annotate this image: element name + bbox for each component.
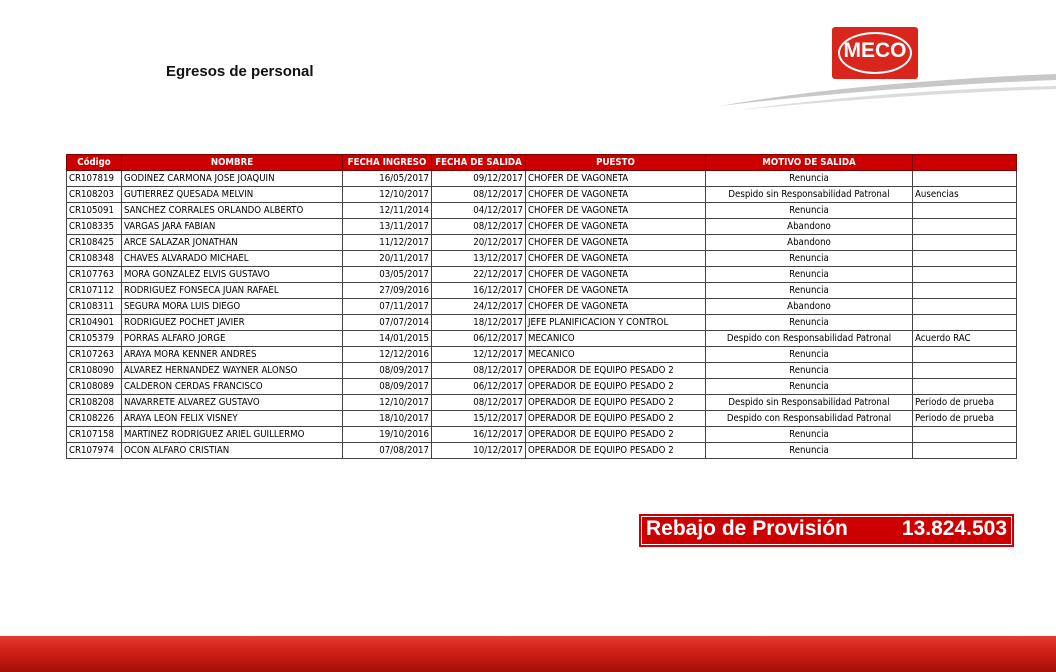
cell-motivo-salida: Renuncia bbox=[706, 379, 913, 395]
cell-codigo: CR108226 bbox=[67, 411, 122, 427]
cell-fecha-salida: 08/12/2017 bbox=[432, 363, 526, 379]
cell-codigo: CR107974 bbox=[67, 443, 122, 459]
cell-nombre: SANCHEZ CORRALES ORLANDO ALBERTO bbox=[122, 203, 343, 219]
cell-codigo: CR105379 bbox=[67, 331, 122, 347]
cell-motivo-salida: Abandono bbox=[706, 219, 913, 235]
cell-fecha-ingreso: 07/07/2014 bbox=[343, 315, 432, 331]
cell-fecha-ingreso: 18/10/2017 bbox=[343, 411, 432, 427]
cell-puesto: CHOFER DE VAGONETA bbox=[526, 283, 706, 299]
cell-nombre: SEGURA MORA LUIS DIEGO bbox=[122, 299, 343, 315]
cell-codigo: CR108208 bbox=[67, 395, 122, 411]
table-row bbox=[67, 411, 1017, 427]
cell-puesto: CHOFER DE VAGONETA bbox=[526, 203, 706, 219]
cell-puesto: MECANICO bbox=[526, 347, 706, 363]
cell-detalle bbox=[913, 299, 1017, 315]
cell-nombre: ARAYA LEON FELIX VISNEY bbox=[122, 411, 343, 427]
cell-motivo-salida: Renuncia bbox=[706, 363, 913, 379]
exits-table bbox=[66, 154, 1017, 459]
table-row bbox=[67, 283, 1017, 299]
table-row bbox=[67, 187, 1017, 203]
table-row bbox=[67, 331, 1017, 347]
cell-detalle bbox=[913, 379, 1017, 395]
cell-fecha-salida: 08/12/2017 bbox=[432, 395, 526, 411]
cell-fecha-ingreso: 07/11/2017 bbox=[343, 299, 432, 315]
cell-nombre: ARCE SALAZAR JONATHAN bbox=[122, 235, 343, 251]
cell-nombre: NAVARRETE ALVAREZ GUSTAVO bbox=[122, 395, 343, 411]
cell-detalle bbox=[913, 347, 1017, 363]
column-header-detalle bbox=[913, 155, 1017, 171]
cell-fecha-salida: 13/12/2017 bbox=[432, 251, 526, 267]
cell-puesto: CHOFER DE VAGONETA bbox=[526, 299, 706, 315]
provision-value: 13.824.503 bbox=[901, 517, 1007, 540]
cell-fecha-salida: 08/12/2017 bbox=[432, 219, 526, 235]
cell-fecha-ingreso: 14/01/2015 bbox=[343, 331, 432, 347]
cell-nombre: ALVAREZ HERNANDEZ WAYNER ALONSO bbox=[122, 363, 343, 379]
cell-detalle bbox=[913, 283, 1017, 299]
cell-fecha-ingreso: 12/10/2017 bbox=[343, 187, 432, 203]
cell-fecha-ingreso: 13/11/2017 bbox=[343, 219, 432, 235]
cell-fecha-ingreso: 12/11/2014 bbox=[343, 203, 432, 219]
cell-detalle bbox=[913, 427, 1017, 443]
logo-text: MECO bbox=[843, 39, 907, 62]
cell-codigo: CR108203 bbox=[67, 187, 122, 203]
cell-motivo-salida: Renuncia bbox=[706, 315, 913, 331]
page-title: Egresos de personal bbox=[166, 63, 314, 80]
table-row bbox=[67, 379, 1017, 395]
cell-codigo: CR107112 bbox=[67, 283, 122, 299]
cell-fecha-salida: 10/12/2017 bbox=[432, 443, 526, 459]
table-row bbox=[67, 299, 1017, 315]
cell-nombre: OCON ALFARO CRISTIAN bbox=[122, 443, 343, 459]
provision-label: Rebajo de Provisión bbox=[646, 517, 848, 540]
cell-puesto: CHOFER DE VAGONETA bbox=[526, 187, 706, 203]
cell-codigo: CR107763 bbox=[67, 267, 122, 283]
cell-nombre: GODINEZ CARMONA JOSE JOAQUIN bbox=[122, 171, 343, 187]
cell-nombre: VARGAS JARA FABIAN bbox=[122, 219, 343, 235]
cell-codigo: CR107263 bbox=[67, 347, 122, 363]
table-row bbox=[67, 267, 1017, 283]
footer-bar bbox=[0, 636, 1056, 672]
cell-codigo: CR108335 bbox=[67, 219, 122, 235]
cell-puesto: OPERADOR DE EQUIPO PESADO 2 bbox=[526, 379, 706, 395]
cell-fecha-ingreso: 12/10/2017 bbox=[343, 395, 432, 411]
cell-detalle bbox=[913, 315, 1017, 331]
cell-detalle: Periodo de prueba bbox=[913, 411, 1017, 427]
cell-codigo: CR108425 bbox=[67, 235, 122, 251]
cell-nombre: MARTINEZ RODRIGUEZ ARIEL GUILLERMO bbox=[122, 427, 343, 443]
cell-detalle: Periodo de prueba bbox=[913, 395, 1017, 411]
cell-puesto: CHOFER DE VAGONETA bbox=[526, 171, 706, 187]
cell-fecha-salida: 22/12/2017 bbox=[432, 267, 526, 283]
cell-detalle bbox=[913, 219, 1017, 235]
cell-motivo-salida: Renuncia bbox=[706, 427, 913, 443]
table-row bbox=[67, 363, 1017, 379]
cell-fecha-salida: 04/12/2017 bbox=[432, 203, 526, 219]
cell-motivo-salida: Abandono bbox=[706, 299, 913, 315]
cell-motivo-salida: Renuncia bbox=[706, 443, 913, 459]
cell-codigo: CR108090 bbox=[67, 363, 122, 379]
cell-fecha-ingreso: 12/12/2016 bbox=[343, 347, 432, 363]
cell-codigo: CR108348 bbox=[67, 251, 122, 267]
cell-nombre: RODRIGUEZ POCHET JAVIER bbox=[122, 315, 343, 331]
cell-detalle bbox=[913, 171, 1017, 187]
cell-fecha-salida: 06/12/2017 bbox=[432, 331, 526, 347]
cell-fecha-ingreso: 11/12/2017 bbox=[343, 235, 432, 251]
cell-detalle bbox=[913, 363, 1017, 379]
column-header-codigo: Código bbox=[67, 155, 122, 171]
cell-detalle bbox=[913, 443, 1017, 459]
cell-puesto: MECANICO bbox=[526, 331, 706, 347]
cell-fecha-ingreso: 08/09/2017 bbox=[343, 363, 432, 379]
cell-fecha-ingreso: 27/09/2016 bbox=[343, 283, 432, 299]
cell-codigo: CR107819 bbox=[67, 171, 122, 187]
cell-motivo-salida: Despido con Responsabilidad Patronal bbox=[706, 331, 913, 347]
cell-codigo: CR107158 bbox=[67, 427, 122, 443]
cell-motivo-salida: Renuncia bbox=[706, 203, 913, 219]
cell-fecha-salida: 16/12/2017 bbox=[432, 283, 526, 299]
cell-motivo-salida: Renuncia bbox=[706, 267, 913, 283]
column-header-motivo-salida: MOTIVO DE SALIDA bbox=[706, 155, 913, 171]
column-header-fecha-salida: FECHA DE SALIDA bbox=[432, 155, 526, 171]
cell-puesto: CHOFER DE VAGONETA bbox=[526, 251, 706, 267]
cell-detalle: Acuerdo RAC bbox=[913, 331, 1017, 347]
column-header-nombre: NOMBRE bbox=[122, 155, 343, 171]
cell-fecha-ingreso: 19/10/2016 bbox=[343, 427, 432, 443]
table-row bbox=[67, 203, 1017, 219]
cell-codigo: CR108311 bbox=[67, 299, 122, 315]
cell-fecha-ingreso: 03/05/2017 bbox=[343, 267, 432, 283]
cell-fecha-ingreso: 07/08/2017 bbox=[343, 443, 432, 459]
cell-puesto: OPERADOR DE EQUIPO PESADO 2 bbox=[526, 427, 706, 443]
cell-detalle bbox=[913, 251, 1017, 267]
cell-puesto: CHOFER DE VAGONETA bbox=[526, 235, 706, 251]
cell-puesto: OPERADOR DE EQUIPO PESADO 2 bbox=[526, 443, 706, 459]
table-row bbox=[67, 395, 1017, 411]
cell-nombre: RODRIGUEZ FONSECA JUAN RAFAEL bbox=[122, 283, 343, 299]
cell-nombre: CHAVES ALVARADO MICHAEL bbox=[122, 251, 343, 267]
cell-nombre: MORA GONZALEZ ELVIS GUSTAVO bbox=[122, 267, 343, 283]
table-header-row bbox=[67, 155, 1017, 171]
cell-fecha-salida: 16/12/2017 bbox=[432, 427, 526, 443]
table-row bbox=[67, 443, 1017, 459]
cell-detalle: Ausencias bbox=[913, 187, 1017, 203]
cell-puesto: OPERADOR DE EQUIPO PESADO 2 bbox=[526, 395, 706, 411]
cell-motivo-salida: Despido sin Responsabilidad Patronal bbox=[706, 395, 913, 411]
cell-fecha-salida: 08/12/2017 bbox=[432, 187, 526, 203]
table-row bbox=[67, 251, 1017, 267]
cell-nombre: ARAYA MORA KENNER ANDRES bbox=[122, 347, 343, 363]
cell-codigo: CR108089 bbox=[67, 379, 122, 395]
column-header-fecha-ingreso: FECHA INGRESO bbox=[343, 155, 432, 171]
cell-codigo: CR104901 bbox=[67, 315, 122, 331]
cell-fecha-ingreso: 20/11/2017 bbox=[343, 251, 432, 267]
cell-motivo-salida: Renuncia bbox=[706, 251, 913, 267]
table-row bbox=[67, 171, 1017, 187]
cell-nombre: PORRAS ALFARO JORGE bbox=[122, 331, 343, 347]
cell-puesto: OPERADOR DE EQUIPO PESADO 2 bbox=[526, 411, 706, 427]
cell-motivo-salida: Despido sin Responsabilidad Patronal bbox=[706, 187, 913, 203]
cell-fecha-ingreso: 16/05/2017 bbox=[343, 171, 432, 187]
cell-fecha-ingreso: 08/09/2017 bbox=[343, 379, 432, 395]
cell-fecha-salida: 09/12/2017 bbox=[432, 171, 526, 187]
cell-fecha-salida: 12/12/2017 bbox=[432, 347, 526, 363]
cell-detalle bbox=[913, 235, 1017, 251]
cell-fecha-salida: 20/12/2017 bbox=[432, 235, 526, 251]
cell-motivo-salida: Despido con Responsabilidad Patronal bbox=[706, 411, 913, 427]
cell-puesto: JEFE PLANIFICACION Y CONTROL bbox=[526, 315, 706, 331]
table-row bbox=[67, 315, 1017, 331]
cell-motivo-salida: Renuncia bbox=[706, 283, 913, 299]
cell-motivo-salida: Renuncia bbox=[706, 171, 913, 187]
cell-detalle bbox=[913, 203, 1017, 219]
meco-logo bbox=[832, 27, 918, 79]
cell-puesto: CHOFER DE VAGONETA bbox=[526, 267, 706, 283]
column-header-puesto: PUESTO bbox=[526, 155, 706, 171]
cell-fecha-salida: 24/12/2017 bbox=[432, 299, 526, 315]
cell-fecha-salida: 06/12/2017 bbox=[432, 379, 526, 395]
table-row bbox=[67, 219, 1017, 235]
table-row bbox=[67, 235, 1017, 251]
cell-fecha-salida: 18/12/2017 bbox=[432, 315, 526, 331]
table-row bbox=[67, 427, 1017, 443]
cell-codigo: CR105091 bbox=[67, 203, 122, 219]
provision-banner bbox=[639, 514, 1014, 547]
cell-nombre: CALDERON CERDAS FRANCISCO bbox=[122, 379, 343, 395]
cell-puesto: OPERADOR DE EQUIPO PESADO 2 bbox=[526, 363, 706, 379]
cell-puesto: CHOFER DE VAGONETA bbox=[526, 219, 706, 235]
cell-nombre: GUTIERREZ QUESADA MELVIN bbox=[122, 187, 343, 203]
table-row bbox=[67, 347, 1017, 363]
cell-motivo-salida: Renuncia bbox=[706, 347, 913, 363]
cell-detalle bbox=[913, 267, 1017, 283]
cell-motivo-salida: Abandono bbox=[706, 235, 913, 251]
cell-fecha-salida: 15/12/2017 bbox=[432, 411, 526, 427]
